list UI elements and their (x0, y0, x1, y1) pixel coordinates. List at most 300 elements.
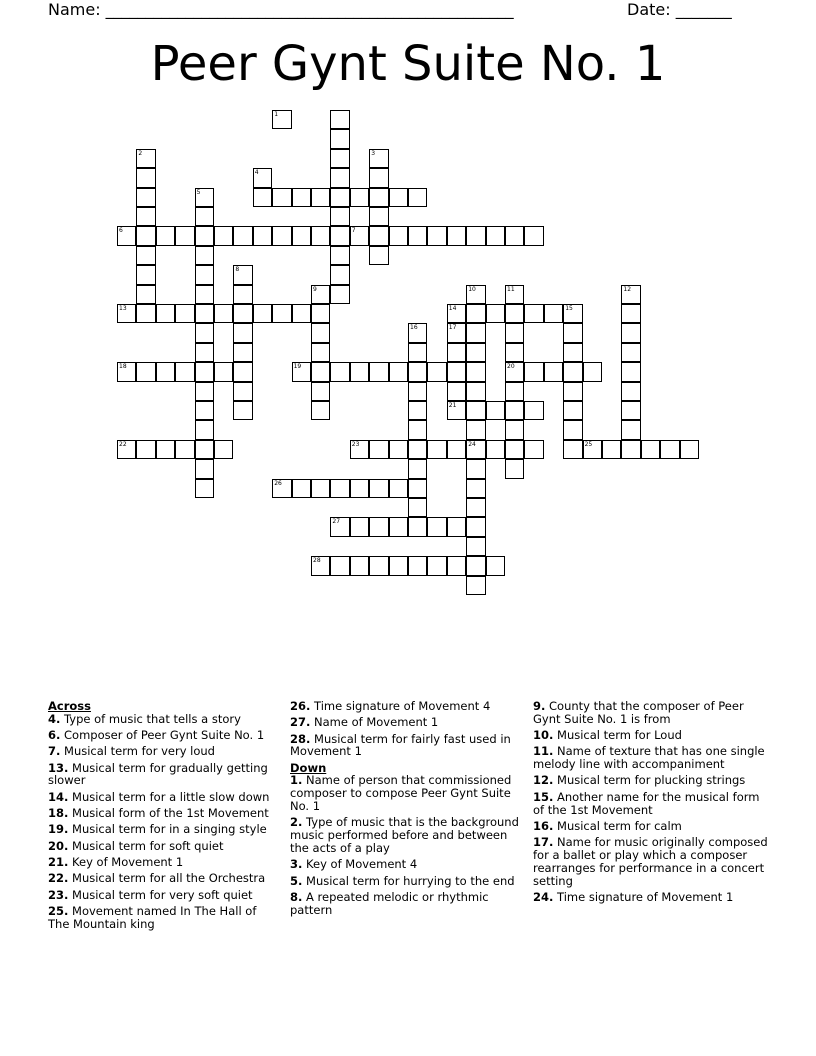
clue-text: Composer of Peer Gynt Suite No. 1 (60, 728, 265, 743)
grid-cell[interactable] (369, 362, 388, 381)
grid-cell[interactable] (156, 226, 175, 245)
clue-number: 21 (448, 402, 457, 409)
grid-cell[interactable] (505, 382, 524, 401)
grid-cell[interactable] (505, 323, 524, 342)
grid-cell[interactable] (214, 362, 233, 381)
clue-number-label: 8. (290, 889, 303, 904)
grid-cell[interactable] (175, 226, 194, 245)
grid-cell[interactable] (466, 556, 485, 575)
clue-text: Key of Movement 4 (302, 857, 418, 872)
grid-cell[interactable] (117, 304, 136, 323)
grid-cell[interactable] (447, 382, 466, 401)
grid-cell[interactable] (311, 479, 330, 498)
grid-cell[interactable] (505, 362, 524, 381)
grid-cell[interactable] (486, 226, 505, 245)
grid-cell[interactable] (621, 323, 640, 342)
clue-number-label: 18. (48, 806, 69, 821)
grid-cell[interactable] (466, 401, 485, 420)
clue-number-label: 22. (48, 871, 69, 886)
grid-cell[interactable] (156, 362, 175, 381)
grid-cell[interactable] (195, 479, 214, 498)
clue-text: Time signature of Movement 1 (553, 889, 734, 904)
grid-cell[interactable] (466, 226, 485, 245)
clue-text: Musical term for calm (553, 818, 682, 833)
grid-cell[interactable] (466, 362, 485, 381)
grid-cell[interactable] (136, 285, 155, 304)
grid-cell[interactable] (505, 285, 524, 304)
clue-number: 26 (274, 479, 282, 487)
grid-cell[interactable] (621, 401, 640, 420)
grid-cell[interactable] (369, 556, 388, 575)
grid-cell[interactable] (195, 226, 214, 245)
grid-cell[interactable] (233, 323, 252, 342)
clue-text: Musical term for very soft quiet (68, 887, 253, 902)
grid-cell[interactable] (505, 459, 524, 478)
clue-number: 8 (235, 266, 240, 274)
grid-cell[interactable] (117, 362, 136, 381)
grid-cell[interactable] (369, 226, 388, 245)
grid-cell[interactable] (233, 304, 252, 323)
grid-cell[interactable] (621, 420, 640, 439)
grid-cell[interactable] (408, 323, 427, 342)
grid-cell[interactable] (427, 440, 446, 459)
grid-cell[interactable] (524, 401, 543, 420)
clue-item (533, 820, 771, 833)
grid-cell[interactable] (466, 343, 485, 362)
grid-cell[interactable] (292, 362, 311, 381)
grid-cell[interactable] (621, 285, 640, 304)
grid-cell[interactable] (447, 304, 466, 323)
grid-cell[interactable] (408, 556, 427, 575)
clue-item (290, 891, 526, 917)
grid-cell[interactable] (466, 459, 485, 478)
grid-cell[interactable] (660, 440, 679, 459)
clue-number-label: 21. (48, 854, 69, 869)
clue-number: 27 (332, 518, 341, 526)
grid-cell[interactable] (136, 188, 155, 207)
grid-cell[interactable] (563, 304, 582, 323)
clue-number: 19 (293, 363, 302, 371)
grid-cell[interactable] (330, 285, 349, 304)
grid-cell[interactable] (408, 343, 427, 362)
grid-cell[interactable] (447, 517, 466, 536)
grid-cell[interactable] (408, 226, 427, 245)
grid-cell[interactable] (175, 440, 194, 459)
grid-cell[interactable] (136, 265, 155, 284)
grid-cell[interactable] (389, 188, 408, 207)
clue-text: A repeated melodic or rhythmic pattern (290, 889, 489, 917)
clue-item (533, 791, 771, 817)
grid-cell[interactable] (311, 401, 330, 420)
grid-cell[interactable] (350, 479, 369, 498)
clue-item (48, 807, 278, 820)
grid-cell[interactable] (233, 343, 252, 362)
clue-item (533, 836, 771, 887)
grid-cell[interactable] (447, 401, 466, 420)
grid-cell[interactable] (253, 168, 272, 187)
grid-cell[interactable] (486, 304, 505, 323)
clue-text: Movement named In The Hall of The Mountain king (48, 903, 257, 931)
grid-cell[interactable] (466, 323, 485, 342)
grid-cell[interactable] (311, 362, 330, 381)
grid-cell[interactable] (330, 110, 349, 129)
grid-cell[interactable] (583, 362, 602, 381)
grid-cell[interactable] (136, 149, 155, 168)
grid-cell[interactable] (369, 440, 388, 459)
grid-cell[interactable] (272, 479, 291, 498)
grid-cell[interactable] (214, 304, 233, 323)
grid-cell[interactable] (292, 188, 311, 207)
grid-cell[interactable] (311, 556, 330, 575)
grid-cell[interactable] (330, 168, 349, 187)
clue-number-label: 23. (48, 887, 69, 902)
grid-cell[interactable] (427, 517, 446, 536)
clue-text: Name of person that commissioned composer to compose Peer Gynt Suite No. 1 (290, 773, 512, 814)
grid-cell[interactable] (563, 440, 582, 459)
clue-item (290, 816, 526, 854)
clue-item (48, 791, 278, 804)
grid-cell[interactable] (505, 304, 524, 323)
grid-cell[interactable] (602, 440, 621, 459)
clues-column-3 (533, 700, 771, 907)
clue-text: Musical term for hurrying to the end (302, 873, 515, 888)
grid-cell[interactable] (156, 304, 175, 323)
clue-text: Musical term for soft quiet (68, 838, 224, 853)
grid-cell[interactable] (408, 440, 427, 459)
grid-cell[interactable] (350, 556, 369, 575)
clue-number: 14 (448, 305, 457, 312)
grid-cell[interactable] (233, 401, 252, 420)
grid-cell[interactable] (272, 304, 291, 323)
grid-cell[interactable] (408, 420, 427, 439)
date-field[interactable]: Date: _______ (627, 0, 732, 19)
grid-cell[interactable] (311, 382, 330, 401)
grid-cell[interactable] (563, 420, 582, 439)
grid-cell[interactable] (621, 382, 640, 401)
clue-number: 18 (119, 363, 127, 371)
grid-cell[interactable] (427, 362, 446, 381)
grid-cell[interactable] (505, 226, 524, 245)
grid-cell[interactable] (505, 420, 524, 439)
clue-number-label: 5. (290, 873, 303, 888)
clue-number: 13 (119, 305, 127, 312)
grid-cell[interactable] (195, 459, 214, 478)
clue-item (48, 856, 278, 869)
clue-item (533, 774, 771, 787)
grid-cell[interactable] (253, 226, 272, 245)
grid-cell[interactable] (505, 440, 524, 459)
clue-text: Musical term for a little slow down (68, 789, 270, 804)
grid-cell[interactable] (505, 343, 524, 362)
grid-cell[interactable] (447, 323, 466, 342)
grid-cell[interactable] (466, 517, 485, 536)
clue-number-label: 25. (48, 903, 69, 918)
grid-cell[interactable] (195, 382, 214, 401)
grid-cell[interactable] (330, 226, 349, 245)
grid-cell[interactable] (136, 226, 155, 245)
grid-cell[interactable] (563, 323, 582, 342)
clue-number-label: 19. (48, 822, 69, 837)
grid-cell[interactable] (233, 382, 252, 401)
clue-number-label: 12. (533, 773, 554, 788)
grid-cell[interactable] (408, 459, 427, 478)
grid-cell[interactable] (136, 168, 155, 187)
grid-cell[interactable] (408, 479, 427, 498)
grid-cell[interactable] (292, 304, 311, 323)
name-field[interactable]: Name: ___________________________________________________ (48, 0, 514, 19)
grid-cell[interactable] (195, 304, 214, 323)
grid-cell[interactable] (621, 440, 640, 459)
grid-cell[interactable] (563, 343, 582, 362)
grid-cell[interactable] (408, 188, 427, 207)
clue-number: 7 (351, 227, 356, 235)
clue-number-label: 20. (48, 838, 69, 853)
grid-cell[interactable] (311, 188, 330, 207)
grid-cell[interactable] (330, 246, 349, 265)
grid-cell[interactable] (195, 188, 214, 207)
grid-cell[interactable] (621, 304, 640, 323)
grid-cell[interactable] (311, 323, 330, 342)
grid-cell[interactable] (330, 362, 349, 381)
clue-item (48, 905, 278, 931)
clue-number-label: 2. (290, 815, 303, 830)
clue-number: 1 (274, 111, 279, 118)
grid-cell[interactable] (330, 517, 349, 536)
grid-cell[interactable] (350, 362, 369, 381)
clue-number: 24 (468, 440, 476, 448)
grid-cell[interactable] (563, 362, 582, 381)
grid-cell[interactable] (195, 285, 214, 304)
clue-number-label: 3. (290, 857, 303, 872)
clue-number: 2 (138, 149, 143, 157)
grid-cell[interactable] (369, 188, 388, 207)
grid-cell[interactable] (408, 382, 427, 401)
clue-item (48, 840, 278, 853)
grid-cell[interactable] (136, 207, 155, 226)
grid-cell[interactable] (466, 304, 485, 323)
grid-cell[interactable] (389, 556, 408, 575)
grid-cell[interactable] (524, 362, 543, 381)
clue-number: 28 (313, 557, 321, 565)
grid-cell[interactable] (369, 517, 388, 536)
grid-cell[interactable] (292, 226, 311, 245)
grid-cell[interactable] (427, 226, 446, 245)
grid-cell[interactable] (311, 226, 330, 245)
grid-cell[interactable] (408, 362, 427, 381)
clue-item (48, 872, 278, 885)
grid-cell[interactable] (466, 420, 485, 439)
grid-cell[interactable] (389, 440, 408, 459)
grid-cell[interactable] (524, 226, 543, 245)
grid-cell[interactable] (272, 110, 291, 129)
grid-cell[interactable] (486, 440, 505, 459)
grid-cell[interactable] (408, 401, 427, 420)
grid-cell[interactable] (195, 401, 214, 420)
grid-cell[interactable] (486, 401, 505, 420)
grid-cell[interactable] (195, 265, 214, 284)
grid-cell[interactable] (563, 401, 582, 420)
clue-number: 23 (351, 440, 360, 448)
grid-cell[interactable] (233, 265, 252, 284)
grid-cell[interactable] (233, 285, 252, 304)
grid-cell[interactable] (195, 246, 214, 265)
grid-cell[interactable] (330, 479, 349, 498)
grid-cell[interactable] (447, 556, 466, 575)
clue-item (48, 729, 278, 742)
grid-cell[interactable] (330, 265, 349, 284)
grid-cell[interactable] (311, 285, 330, 304)
grid-cell[interactable] (524, 304, 543, 323)
grid-cell[interactable] (272, 226, 291, 245)
grid-cell[interactable] (330, 556, 349, 575)
clue-number: 4 (254, 169, 259, 177)
grid-cell[interactable] (369, 149, 388, 168)
grid-cell[interactable] (233, 362, 252, 381)
grid-cell[interactable] (680, 440, 699, 459)
grid-cell[interactable] (253, 188, 272, 207)
grid-cell[interactable] (136, 362, 155, 381)
grid-cell[interactable] (195, 323, 214, 342)
grid-cell[interactable] (466, 498, 485, 517)
grid-cell[interactable] (621, 362, 640, 381)
clue-text: Musical term for plucking strings (553, 773, 746, 788)
grid-cell[interactable] (408, 517, 427, 536)
grid-cell[interactable] (214, 440, 233, 459)
clue-number-label: 24. (533, 889, 554, 904)
grid-cell[interactable] (427, 556, 446, 575)
grid-cell[interactable] (330, 207, 349, 226)
grid-cell[interactable] (389, 517, 408, 536)
clue-text: Another name for the musical form of the 1st Movement (533, 789, 760, 817)
grid-cell[interactable] (195, 440, 214, 459)
grid-cell[interactable] (330, 129, 349, 148)
grid-cell[interactable] (447, 343, 466, 362)
grid-cell[interactable] (447, 362, 466, 381)
grid-cell[interactable] (117, 226, 136, 245)
grid-cell[interactable] (311, 304, 330, 323)
clue-number-label: 16. (533, 818, 554, 833)
grid-cell[interactable] (330, 188, 349, 207)
grid-cell[interactable] (156, 440, 175, 459)
clue-item (48, 762, 278, 788)
clue-text: Musical term for very loud (60, 744, 215, 759)
clue-text: Time signature of Movement 4 (310, 699, 491, 713)
clue-number-label: 17. (533, 835, 554, 850)
clue-text: County that the composer of Peer Gynt Suite No. 1 is from (533, 699, 744, 726)
grid-cell[interactable] (214, 226, 233, 245)
clue-number-label: 26. (290, 699, 311, 713)
clue-item (290, 858, 526, 871)
clue-text: Musical term for all the Orchestra (68, 871, 266, 886)
grid-cell[interactable] (117, 440, 136, 459)
clue-number: 10 (468, 285, 476, 293)
grid-cell[interactable] (350, 226, 369, 245)
grid-cell[interactable] (292, 479, 311, 498)
grid-cell[interactable] (233, 226, 252, 245)
grid-cell[interactable] (621, 343, 640, 362)
grid-cell[interactable] (466, 440, 485, 459)
clue-number-label: 4. (48, 711, 61, 726)
grid-cell[interactable] (524, 440, 543, 459)
grid-cell[interactable] (369, 207, 388, 226)
clue-number: 9 (313, 285, 317, 293)
grid-cell[interactable] (389, 479, 408, 498)
grid-cell[interactable] (466, 285, 485, 304)
grid-cell[interactable] (447, 440, 466, 459)
clue-number-label: 27. (290, 715, 311, 730)
grid-cell[interactable] (175, 362, 194, 381)
grid-cell[interactable] (466, 576, 485, 595)
clue-item (48, 713, 278, 726)
grid-cell[interactable] (175, 304, 194, 323)
clue-text: Musical term for in a singing style (68, 822, 267, 837)
grid-cell[interactable] (311, 343, 330, 362)
across-heading: Across (48, 699, 91, 713)
clue-text: Name of texture that has one single melody line with accompaniment (533, 744, 765, 772)
clue-number: 22 (119, 440, 127, 448)
grid-cell[interactable] (466, 479, 485, 498)
grid-cell[interactable] (350, 188, 369, 207)
grid-cell[interactable] (330, 149, 349, 168)
clue-text: Name for music originally composed for a ballet or play which a composer rearranges for performance in a concert setting (533, 835, 768, 888)
clue-item (48, 745, 278, 758)
clue-text: Musical form of the 1st Movement (68, 806, 269, 821)
grid-cell[interactable] (136, 440, 155, 459)
clue-text: Key of Movement 1 (68, 854, 184, 869)
grid-cell[interactable] (136, 246, 155, 265)
grid-cell[interactable] (195, 362, 214, 381)
grid-cell[interactable] (641, 440, 660, 459)
clue-number-label: 10. (533, 728, 554, 743)
grid-cell[interactable] (369, 246, 388, 265)
grid-cell[interactable] (544, 304, 563, 323)
grid-cell[interactable] (389, 226, 408, 245)
grid-cell[interactable] (136, 304, 155, 323)
grid-cell[interactable] (195, 343, 214, 362)
grid-cell[interactable] (408, 498, 427, 517)
clue-text: Type of music that is the background music performed before and between the acts of a play (290, 815, 519, 855)
grid-cell[interactable] (195, 207, 214, 226)
grid-cell[interactable] (369, 479, 388, 498)
clue-item (48, 823, 278, 836)
grid-cell[interactable] (195, 420, 214, 439)
grid-cell[interactable] (272, 188, 291, 207)
clue-number: 3 (371, 149, 376, 157)
grid-cell[interactable] (253, 304, 272, 323)
clue-number: 15 (565, 305, 573, 312)
grid-cell[interactable] (466, 382, 485, 401)
grid-cell[interactable] (389, 362, 408, 381)
clue-item (533, 745, 771, 771)
clue-number-label: 28. (290, 731, 311, 746)
clue-number-label: 6. (48, 728, 61, 743)
grid-cell[interactable] (583, 440, 602, 459)
clue-number: 11 (507, 285, 515, 293)
grid-cell[interactable] (544, 362, 563, 381)
clue-number: 17 (448, 324, 457, 332)
clue-text: Name of Movement 1 (310, 715, 439, 730)
grid-cell[interactable] (563, 382, 582, 401)
clue-text: Musical term for gradually getting slower (48, 760, 268, 788)
grid-cell[interactable] (350, 517, 369, 536)
clue-item (290, 733, 526, 759)
grid-cell[interactable] (486, 556, 505, 575)
grid-cell[interactable] (505, 401, 524, 420)
grid-cell[interactable] (447, 226, 466, 245)
grid-cell[interactable] (350, 440, 369, 459)
grid-cell[interactable] (369, 168, 388, 187)
grid-cell[interactable] (466, 537, 485, 556)
